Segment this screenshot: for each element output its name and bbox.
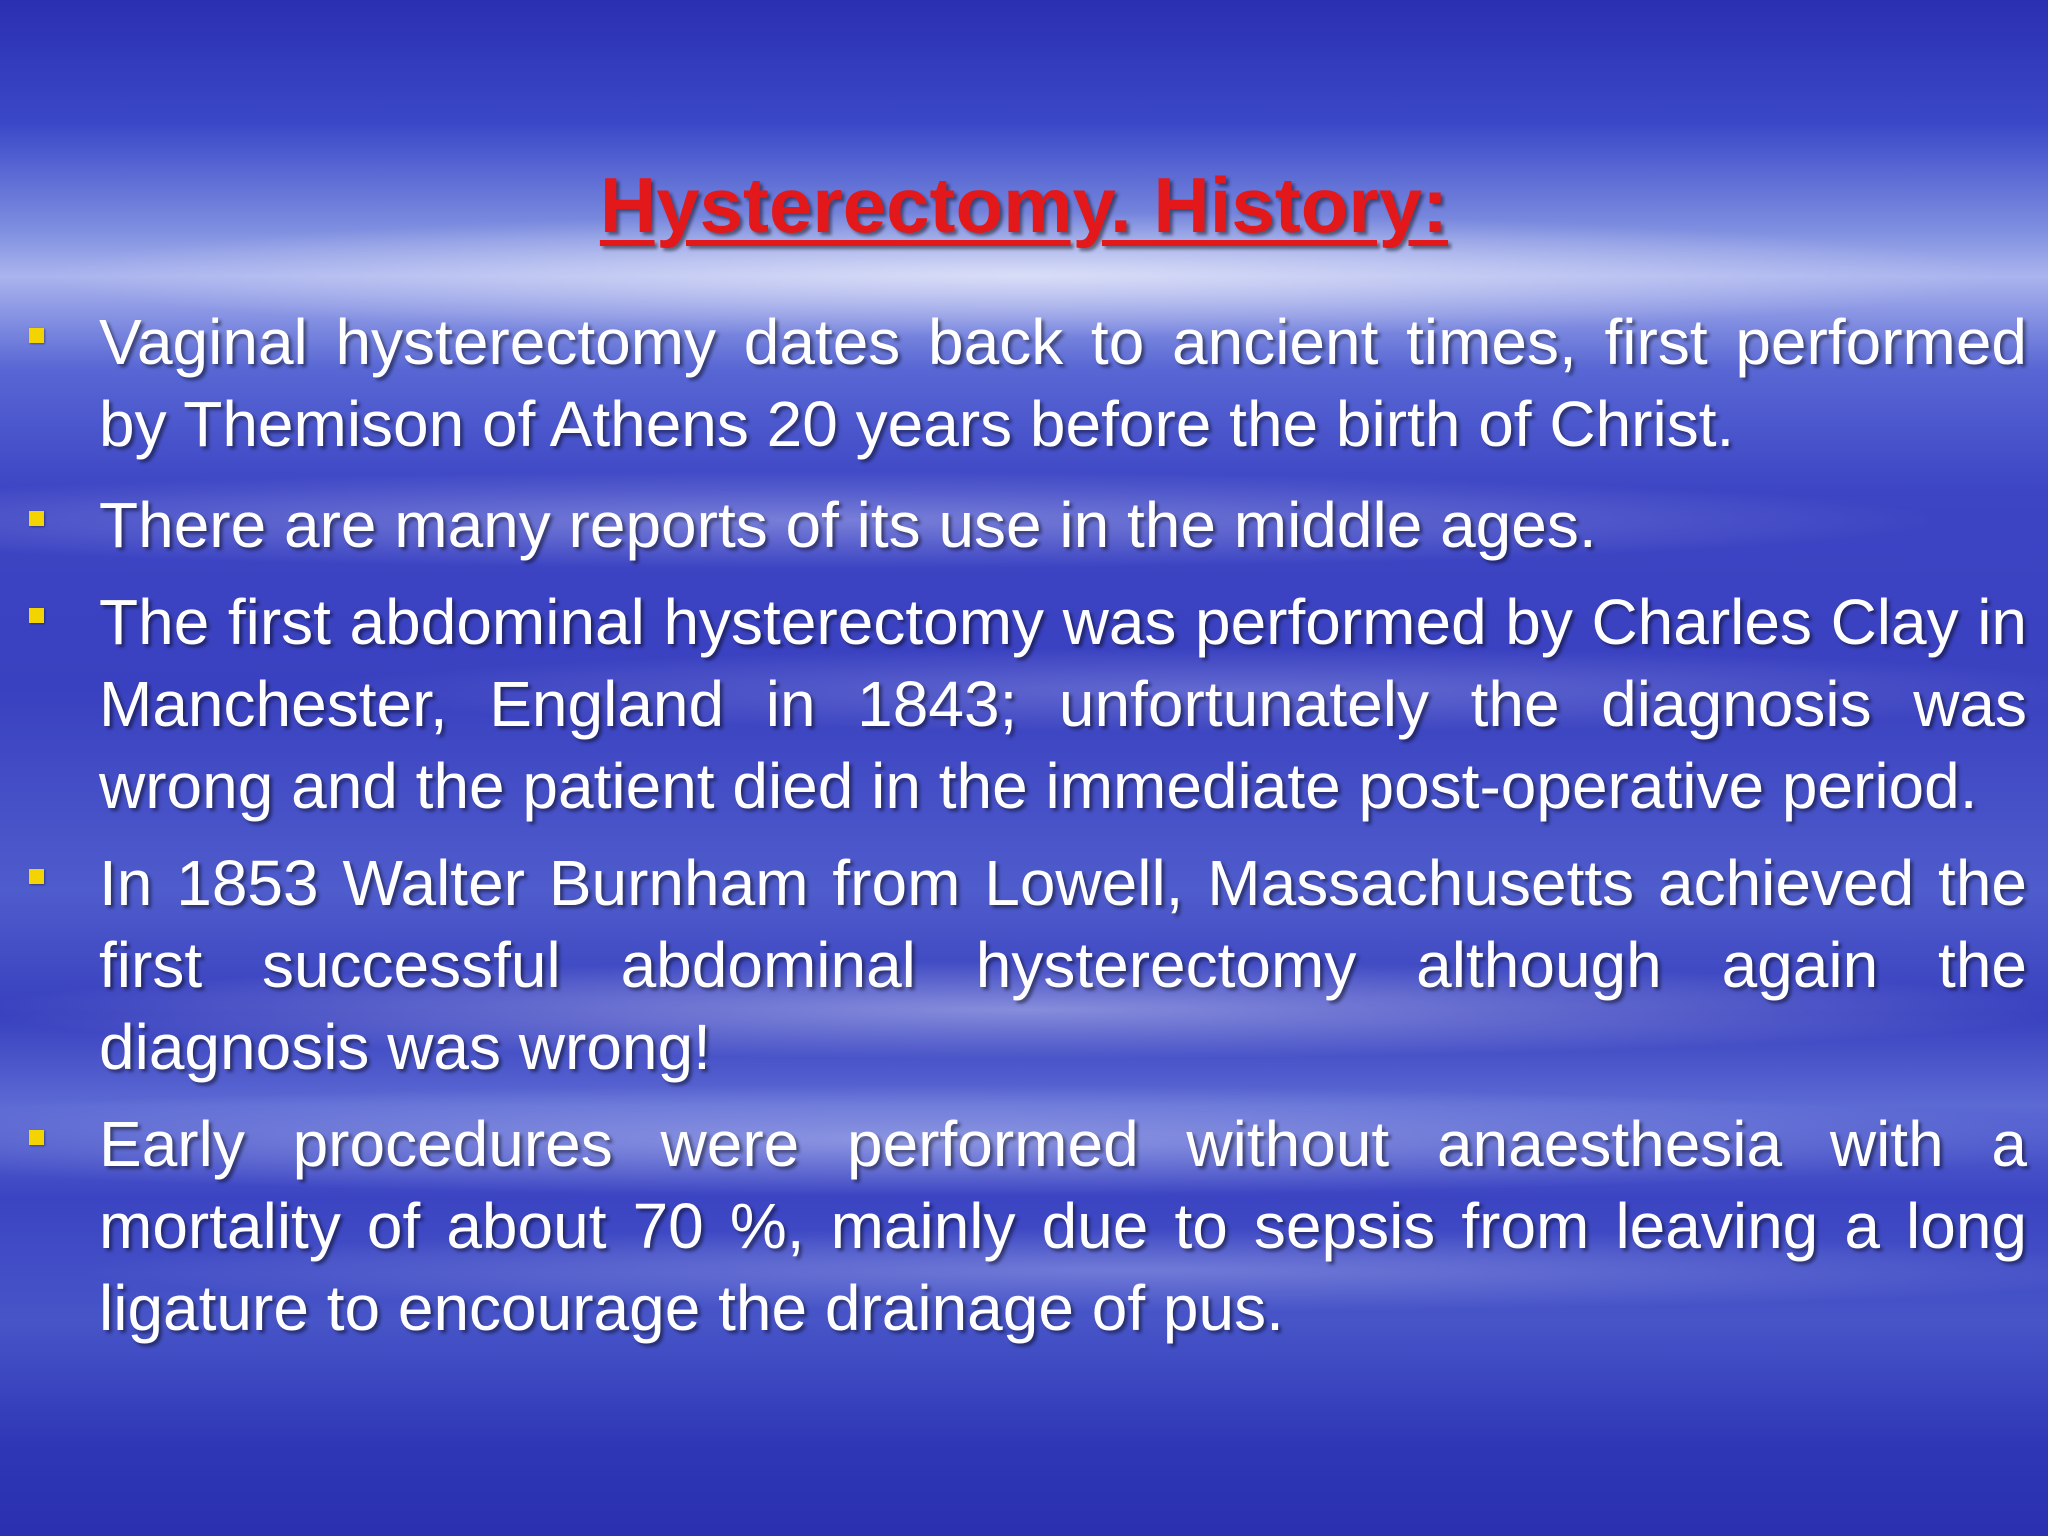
square-bullet-icon bbox=[29, 511, 44, 526]
bullet-item bbox=[0, 1103, 2048, 1349]
bullet-item bbox=[0, 484, 2048, 566]
bullet-list bbox=[0, 301, 2048, 1349]
slide-title: Hysterectomy. History: bbox=[599, 161, 1449, 249]
bullet-text: The first abdominal hysterectomy was performed by Charles Clay in Manchester, England in 1843; unfortunately the diagnosis was wrong and the patient died in the immediate post-operative period. bbox=[99, 586, 2027, 822]
square-bullet-icon bbox=[29, 328, 44, 343]
square-bullet-icon bbox=[29, 869, 44, 884]
bullet-text: There are many reports of its use in the middle ages. bbox=[99, 489, 1597, 561]
bullet-text: Early procedures were performed without anaesthesia with a mortality of about 70 %, mainly due to sepsis from leaving a long ligature to encourage the drainage of pus. bbox=[99, 1108, 2027, 1344]
square-bullet-icon bbox=[29, 1130, 44, 1145]
bullet-item bbox=[0, 301, 2048, 465]
bullet-text: Vaginal hysterectomy dates back to ancient times, first performed by Themison of Athens 20 years before the birth of Christ. bbox=[99, 306, 2027, 460]
bullet-text: In 1853 Walter Burnham from Lowell, Massachusetts achieved the first successful abdominal hysterectomy although again the diagnosis was wrong! bbox=[99, 847, 2027, 1083]
bullet-item bbox=[0, 842, 2048, 1088]
square-bullet-icon bbox=[29, 608, 44, 623]
bullet-item bbox=[0, 581, 2048, 827]
